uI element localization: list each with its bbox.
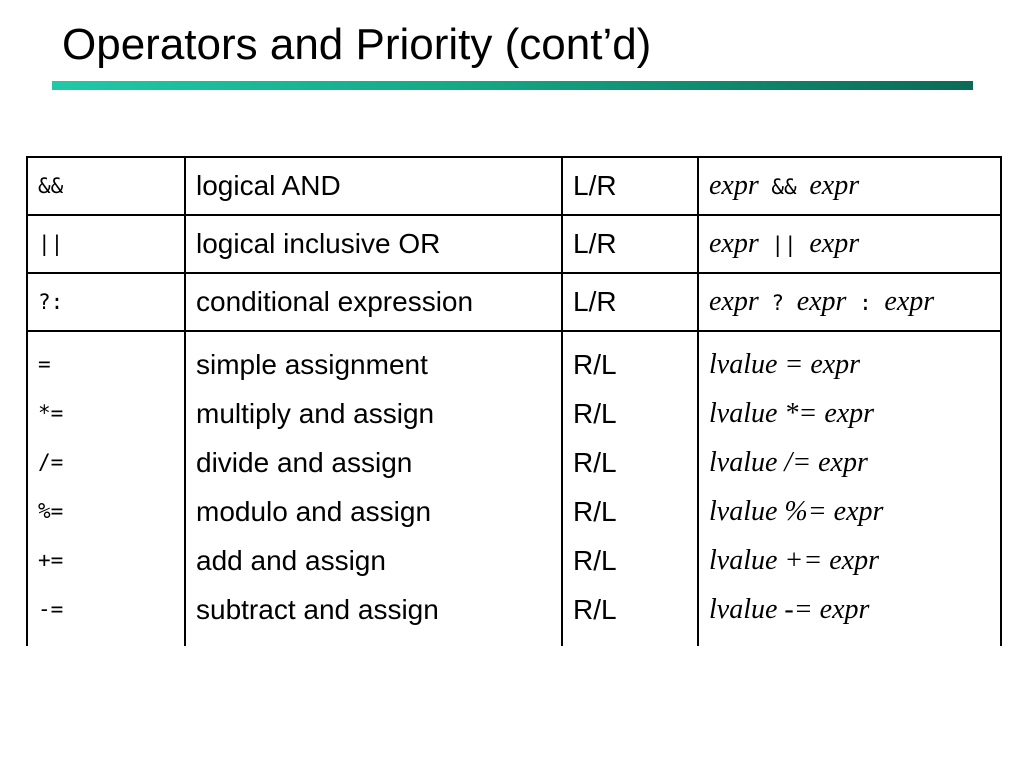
usage-operand: lvalue (709, 398, 778, 429)
operator-description: modulo and assign (196, 496, 432, 527)
usage-operator: : (846, 291, 885, 315)
operator-usage (709, 585, 990, 634)
usage-operand: lvalue (709, 496, 778, 527)
description-cell (185, 157, 562, 215)
operator-cell (27, 215, 185, 273)
usage-cell (698, 215, 1001, 273)
usage-operand: expr (824, 398, 875, 429)
usage-cell (698, 157, 1001, 215)
assignment-operators-row (27, 331, 1001, 646)
operator-usage (709, 166, 990, 206)
usage-operand: expr (809, 228, 860, 259)
operator-symbol: *= (38, 401, 64, 425)
operator-associativity: R/L (573, 447, 617, 478)
operator-symbol: += (38, 548, 64, 572)
operator-associativity: L/R (573, 228, 617, 259)
usage-operator: && (758, 175, 810, 199)
associativity-cell (562, 331, 698, 646)
operator-symbol: ?: (38, 290, 64, 314)
operator-usage (709, 536, 990, 585)
operator-symbol: || (38, 232, 64, 256)
operator-associativity: R/L (573, 545, 617, 576)
operator-symbol: && (38, 174, 64, 198)
usage-operand: expr (819, 594, 870, 625)
usage-operand: expr (709, 170, 759, 201)
title-underline (52, 81, 973, 90)
associativity-cell (562, 215, 698, 273)
description-cell (185, 215, 562, 273)
usage-operator: = (777, 349, 811, 380)
usage-operator: *= (777, 398, 825, 429)
usage-operand: expr (709, 286, 759, 317)
usage-operator: %= (777, 496, 834, 527)
usage-operand: expr (709, 228, 759, 259)
usage-operand: expr (809, 170, 860, 201)
description-cell (185, 331, 562, 646)
operator-associativity: R/L (573, 398, 617, 429)
operator-usage (709, 389, 990, 438)
usage-operand: expr (818, 447, 868, 478)
usage-operator: ? (758, 291, 797, 315)
usage-cell (698, 273, 1001, 331)
operator-associativity: L/R (573, 170, 617, 201)
operator-associativity: L/R (573, 286, 617, 317)
usage-operator: -= (777, 594, 820, 625)
operator-symbol: = (38, 352, 51, 376)
usage-cell (698, 331, 1001, 646)
operator-symbol: -= (38, 597, 64, 621)
operator-cell (27, 157, 185, 215)
operator-description: logical inclusive OR (196, 228, 441, 259)
operator-cell (27, 331, 185, 646)
operator-cell (27, 273, 185, 331)
operator-description: divide and assign (196, 447, 413, 478)
table-row (27, 157, 1001, 215)
operator-symbol: %= (38, 499, 64, 523)
usage-operand: expr (810, 349, 861, 380)
usage-operator: || (758, 233, 810, 257)
operator-description: add and assign (196, 545, 386, 576)
usage-operand: lvalue (709, 447, 778, 478)
slide-title: Operators and Priority (cont’d) (62, 20, 652, 69)
description-cell (185, 273, 562, 331)
operators-table (26, 156, 1002, 646)
usage-operand: lvalue (709, 545, 778, 576)
operator-description: simple assignment (196, 349, 428, 380)
operator-description: subtract and assign (196, 594, 439, 625)
associativity-cell (562, 273, 698, 331)
operator-usage (709, 438, 990, 487)
usage-operand: lvalue (709, 349, 778, 380)
operator-description: conditional expression (196, 286, 474, 317)
operator-associativity: R/L (573, 349, 617, 380)
operator-usage (709, 224, 990, 264)
operator-description: logical AND (196, 170, 341, 201)
operator-usage (709, 282, 990, 322)
table-row (27, 273, 1001, 331)
operator-description: multiply and assign (196, 398, 435, 429)
usage-operator: += (777, 545, 830, 576)
operator-usage (709, 487, 990, 536)
usage-operand: expr (833, 496, 884, 527)
associativity-cell (562, 157, 698, 215)
usage-operand: expr (829, 545, 879, 576)
usage-operand: expr (884, 286, 935, 317)
usage-operand: expr (796, 286, 847, 317)
operator-associativity: R/L (573, 594, 617, 625)
operator-usage (709, 340, 990, 389)
table-row (27, 215, 1001, 273)
usage-operator: /= (777, 447, 819, 478)
operator-associativity: R/L (573, 496, 617, 527)
usage-operand: lvalue (709, 594, 778, 625)
operator-symbol: /= (38, 450, 64, 474)
